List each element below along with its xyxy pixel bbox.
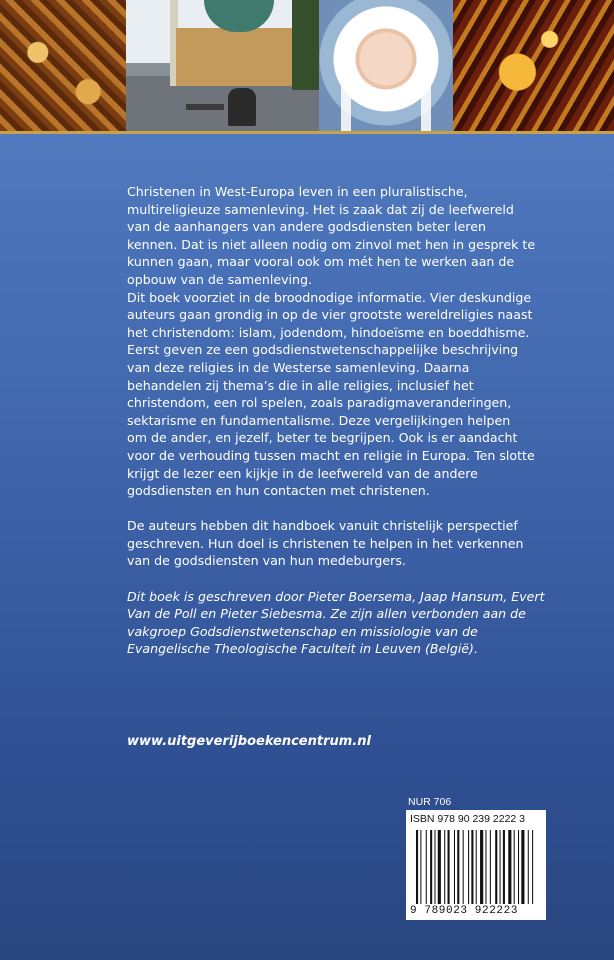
tree <box>292 0 319 90</box>
barcode-bar <box>518 830 519 904</box>
seated-man <box>228 88 256 126</box>
ornament-photo <box>0 0 126 131</box>
barcode-bar <box>500 830 501 904</box>
barcode-bar <box>454 830 455 904</box>
blurb-line: vakgroep Godsdienstwetenschap en missiologie van de <box>127 623 478 639</box>
blurb-line: Dit boek voorziet in de broodnodige informatie. Vier deskundige <box>127 289 532 305</box>
blurb-line: om de ander, en jezelf, beter te begrijpen. Ook is er aandacht <box>127 430 518 446</box>
photo-strip <box>0 0 614 134</box>
mosque-building <box>176 28 296 86</box>
blurb-line: Eerst geven ze een godsdienstwetenschappelijke beschrijving <box>127 342 519 358</box>
blurb-line: christendom, een rol spelen, zoals paradigmaveranderingen, <box>127 395 512 411</box>
blurb-line: van deze religies in de Westerse samenleving. Daarna <box>127 359 470 375</box>
barcode-bar <box>444 830 445 904</box>
barcode-bar <box>514 830 515 904</box>
barcode-label <box>406 810 546 920</box>
author-note <box>127 588 557 658</box>
barcode-bar <box>508 830 511 904</box>
blurb-line: Van de Poll en Pieter Siebesma. Ze zijn allen verbonden aan de <box>127 606 526 622</box>
barcode-bar <box>416 830 418 904</box>
blurb-line: geschreven. Hun doel is christenen te helpen in het verkennen <box>127 535 524 551</box>
blurb-line: multireligieuze samenleving. Het is zaak dat zij de leefwereld <box>127 201 514 217</box>
barcode-bar <box>480 830 483 904</box>
barcode-bar <box>471 830 473 904</box>
barcode-bar <box>426 830 427 904</box>
barcode-bar <box>495 830 497 904</box>
barcode-bar <box>485 830 486 904</box>
blurb <box>127 183 557 658</box>
deity-statue-photo <box>453 0 614 131</box>
blurb-line: sektarisme en fundamentalisme. Deze vergelijkingen helpen <box>127 412 511 428</box>
blurb-line: van de aanhangers van andere godsdiensten beter leren <box>127 219 486 235</box>
blurb-line: godsdiensten en hun contacten met christenen. <box>127 483 430 499</box>
blurb-paragraph-1 <box>127 183 557 500</box>
barcode-bar <box>490 830 491 904</box>
barcode-number: 9 789023 922223 <box>410 905 519 917</box>
barcode-bar <box>434 830 435 904</box>
blurb-line: Evangelische Theologische Faculteit in Leuven (België). <box>127 641 478 657</box>
madonna-photo <box>319 0 453 131</box>
blurb-line: Dit boek is geschreven door Pieter Boersema, Jaap Hansum, Evert <box>127 588 545 604</box>
blurb-line: behandelen zij thema’s die in alle religies, inclusief het <box>127 377 474 393</box>
blurb-line: opbouw van de samenleving. <box>127 271 313 287</box>
barcode-bar <box>503 830 505 904</box>
blurb-line: auteurs gaan grondig in op de vier grootste wereldreligies naast <box>127 307 533 323</box>
blurb-line: krijgt de lezer een kijkje in de leefwereld van de andere <box>127 465 478 481</box>
barcode-bar <box>438 830 441 904</box>
publisher-url[interactable]: www.uitgeverijboekencentrum.nl <box>127 734 371 749</box>
barcode-bar <box>430 830 432 904</box>
barcode-bar <box>528 830 529 904</box>
barcode-bar <box>521 830 524 904</box>
blurb-line: voor de verhouding tussen macht en religie in Europa. Ten slotte <box>127 447 535 463</box>
nur-code: NUR 706 <box>408 796 452 808</box>
blurb-line: kennen. Dat is niet alleen nodig om zinvol met hen in gesprek te <box>127 236 536 252</box>
barcode-bar <box>420 830 421 904</box>
blurb-line: het christendom: islam, jodendom, hindoeïsme en boeddhisme. <box>127 324 530 340</box>
mosque-photo <box>126 0 319 131</box>
barcode-bar <box>457 830 459 904</box>
blurb-line: Christenen in West-Europa leven in een pluralistische, <box>127 184 468 199</box>
barcode-bar <box>448 830 450 904</box>
barcode-bar <box>476 830 477 904</box>
barcode-bar <box>468 830 469 904</box>
barcode-bar <box>532 830 533 904</box>
isbn-text: ISBN 978 90 239 2222 3 <box>410 813 526 825</box>
blurb-line: De auteurs hebben dit handboek vanuit christelijk perspectief <box>127 518 518 534</box>
blurb-line: kunnen gaan, maar vooral ook om mét hen te werken aan de <box>127 254 515 270</box>
barcode-bars <box>416 830 538 904</box>
barcode-bar <box>463 830 464 904</box>
bench <box>186 104 224 110</box>
blurb-paragraph-2 <box>127 517 557 570</box>
veil <box>341 10 431 131</box>
blurb-line: van de godsdiensten van hun medeburgers. <box>127 553 406 569</box>
